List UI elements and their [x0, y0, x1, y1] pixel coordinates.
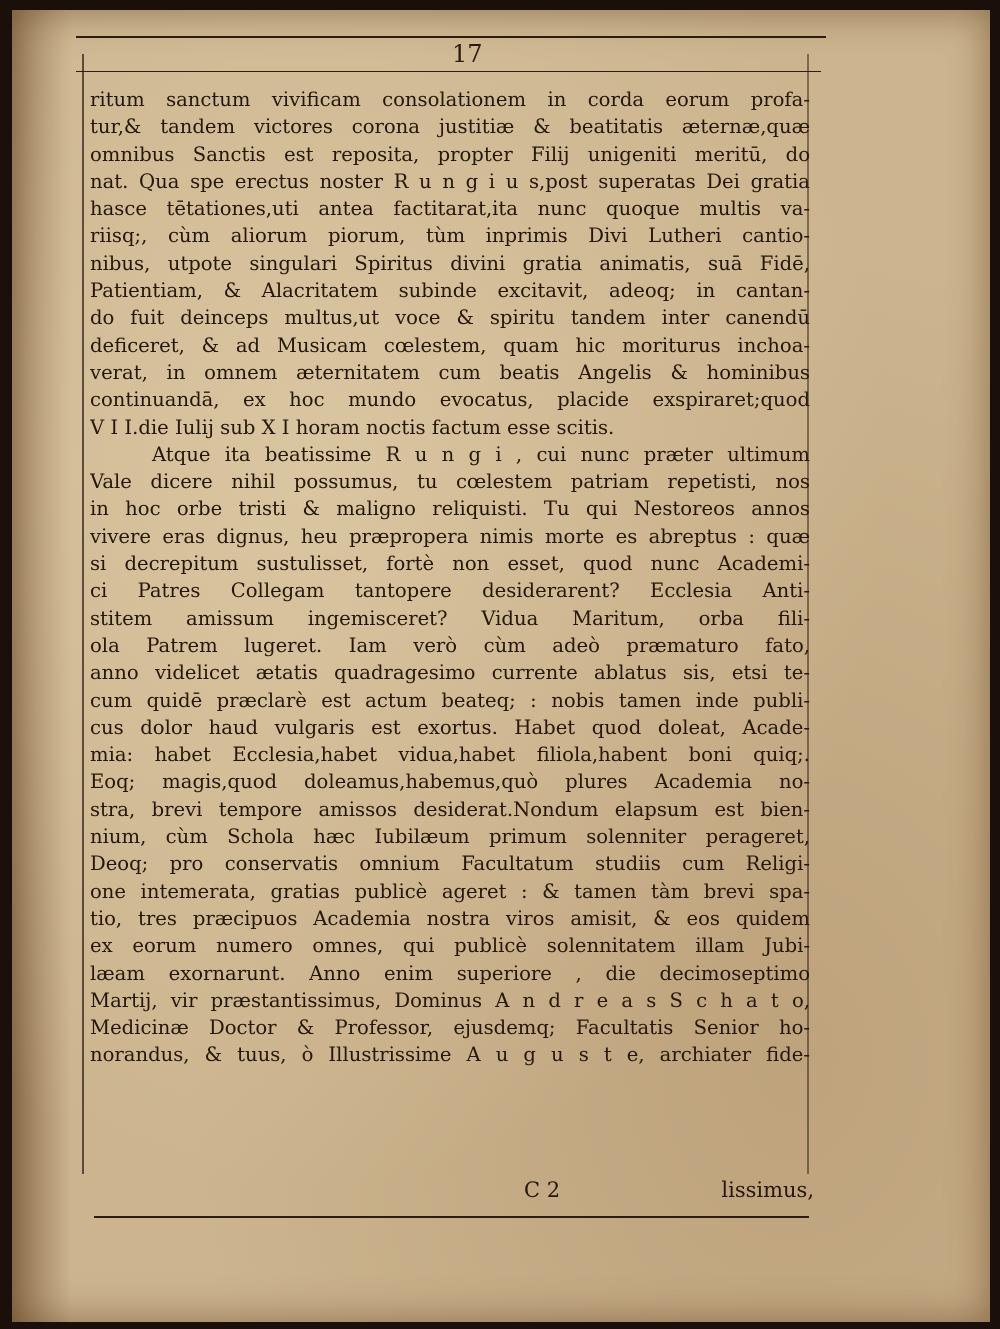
text-line: vivere eras dignus, heu præpropera nimis morte es abreptus : quæ — [90, 524, 810, 548]
bottom-rule — [94, 1216, 809, 1218]
text-line: anno videlicet ætatis quadragesimo currente ablatus sis, etsi te- — [90, 661, 810, 685]
body-text — [90, 86, 810, 1176]
text-line: nibus, utpote singulari Spiritus divini gratia animatis, suā Fidē, — [90, 251, 810, 275]
text-line: tio, tres præcipuos Academia nostra viros amisit, & eos quidem — [90, 906, 810, 930]
text-line: V I I.die Iulij sub X I horam noctis factum esse scitis. — [90, 415, 615, 439]
text-line: si decrepitum sustulisset, fortè non esset, quod nunc Academi- — [90, 552, 810, 576]
text-line: verat, in omnem æternitatem cum beatis Angelis & hominibus — [90, 360, 810, 384]
text-line: ritum sanctum vivificam consolationem in corda eorum profa- — [90, 88, 810, 111]
text-line: læam exornarunt. Anno enim superiore , die decimoseptimo — [90, 961, 810, 985]
text-line: Patientiam, & Alacritatem subinde excitavit, adeoq; in cantan- — [90, 279, 810, 303]
text-line: in hoc orbe tristi & maligno reliquisti. Tu qui Nestoreos annos — [90, 497, 810, 521]
text-line: Deoq; pro conservatis omnium Facultatum studiis cum Religi- — [90, 852, 810, 876]
page-number: 17 — [452, 40, 483, 68]
text-line: Martij, vir præstantissimus, Dominus A n d r e a s S c h a t o, — [90, 988, 810, 1012]
text-line: nat. Qua spe erectus noster R u n g i u s,post superatas Dei gratia — [90, 169, 810, 193]
text-line: deficeret, & ad Musicam cœlestem, quam hic moriturus inchoa- — [90, 333, 810, 357]
text-line: mia: habet Ecclesia,habet vidua,habet filiola,habent boni quiq;. — [90, 743, 810, 767]
text-line: continuandā, ex hoc mundo evocatus, placide exspiraret;quod — [90, 388, 810, 412]
text-line: cus dolor haud vulgaris est exortus. Habet quod doleat, Acade- — [90, 715, 810, 739]
text-line: cum quidē præclarè est actum beateq; : nobis tamen inde publi- — [90, 688, 810, 712]
text-line: omnibus Sanctis est reposita, propter Filij unigeniti meritū, do — [90, 142, 810, 166]
text-line: do fuit deinceps multus,ut voce & spiritu tandem inter canendū — [90, 306, 810, 330]
catchword: lissimus, — [721, 1178, 814, 1202]
text-line: Vale dicere nihil possumus, tu cœlestem patriam repetisti, nos — [90, 470, 810, 494]
header-rule — [76, 71, 821, 72]
text-line: tur,& tandem victores corona justitiæ & beatitatis æternæ,quæ — [90, 115, 810, 139]
text-line: stra, brevi tempore amissos desiderat.Nondum elapsum est bien- — [90, 797, 810, 821]
text-line: Atque ita beatissime R u n g i , cui nunc præter ultimum — [152, 442, 810, 466]
page-footer — [94, 1178, 814, 1208]
text-line: Eoq; magis,quod doleamus,habemus,quò plures Academia no- — [90, 770, 810, 794]
text-line: riisq;, cùm aliorum piorum, tùm inprimis Divi Lutheri cantio- — [90, 224, 810, 248]
text-line: hasce tētationes,uti antea factitarat,ita nunc quoque multis va- — [90, 197, 810, 221]
text-line: Medicinæ Doctor & Professor, ejusdemq; Facultatis Senior ho- — [90, 1016, 810, 1040]
text-line: stitem amissum ingemisceret? Vidua Maritum, orba fili- — [90, 606, 810, 630]
text-line: one intemerata, gratias publicè ageret : & tamen tàm brevi spa- — [90, 879, 810, 903]
text-line: ci Patres Collegam tantopere desiderarent? Ecclesia Anti- — [90, 579, 810, 603]
left-rule — [82, 54, 84, 1174]
text-line: ola Patrem lugeret. Iam verò cùm adeò præmaturo fato, — [90, 633, 810, 657]
text-line: norandus, & tuus, ò Illustrissime A u g u s t e, archiater fide- — [90, 1043, 810, 1067]
signature-mark: C 2 — [524, 1178, 561, 1202]
top-rule — [76, 36, 826, 38]
text-line: nium, cùm Schola hæc Iubilæum primum solenniter perageret, — [90, 825, 810, 849]
text-line: ex eorum numero omnes, qui publicè solennitatem illam Jubi- — [90, 934, 810, 958]
book-page — [12, 10, 990, 1322]
